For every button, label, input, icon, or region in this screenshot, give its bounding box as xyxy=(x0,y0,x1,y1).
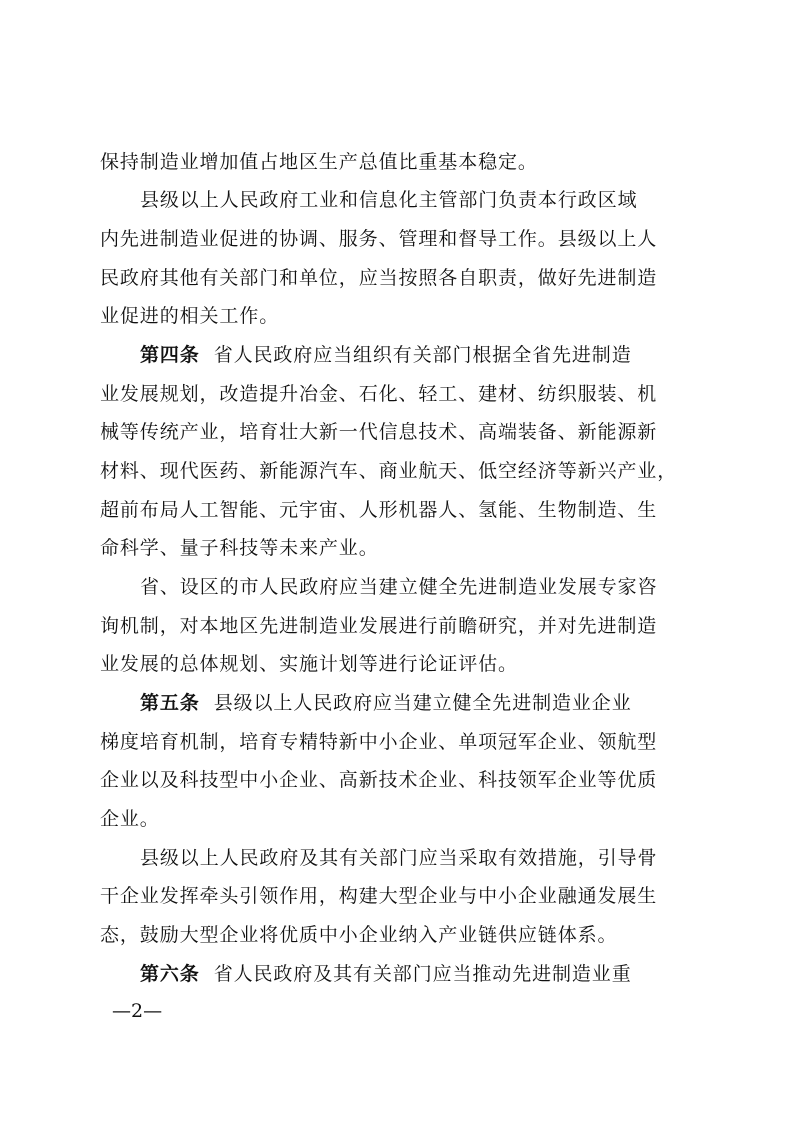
text-line: 业发展的总体规划、实施计划等进行论证评估。 xyxy=(100,653,518,675)
text-line: 命科学、量子科技等未来产业。 xyxy=(100,537,379,559)
text-line: 械等传统产业，培育壮大新一代信息技术、高端装备、新能源新 xyxy=(100,421,658,443)
text-line: 梯度培育机制，培育专精特新中小企业、单项冠军企业、领航型 xyxy=(100,731,658,753)
text-line: 企业以及科技型中小企业、高新技术企业、科技领军企业等优质 xyxy=(100,769,658,791)
text-line: 省人民政府应当组织有关部门根据全省先进制造 xyxy=(213,344,632,366)
text-line: 省、设区的市人民政府应当建立健全先进制造业发展专家咨 xyxy=(140,576,658,598)
article-paragraph-start xyxy=(140,341,690,369)
text-line: 县级以上人民政府及其有关部门应当采取有效措施，引导骨 xyxy=(140,847,658,869)
text-line: 省人民政府及其有关部门应当推动先进制造业重 xyxy=(213,963,632,985)
text-line: 县级以上人民政府应当建立健全先进制造业企业 xyxy=(213,692,632,714)
text-line: 企业。 xyxy=(100,808,160,830)
text-line: 内先进制造业促进的协调、服务、管理和督导工作。县级以上人 xyxy=(100,228,658,250)
text-line: 民政府其他有关部门和单位，应当按照各自职责，做好先进制造 xyxy=(100,267,658,289)
text-line: 态，鼓励大型企业将优质中小企业纳入产业链供应链体系。 xyxy=(100,924,618,946)
text-line: 业发展规划，改造提升冶金、石化、轻工、建材、纺织服装、机 xyxy=(100,383,658,405)
text-line: 干企业发挥牵头引领作用，构建大型企业与中小企业融通发展生 xyxy=(100,885,658,907)
article-paragraph-start xyxy=(140,960,690,988)
text-line: 超前布局人工智能、元宇宙、人形机器人、氢能、生物制造、生 xyxy=(100,499,658,521)
article-heading: 第四条 xyxy=(140,344,200,366)
text-line: 业促进的相关工作。 xyxy=(100,305,280,327)
text-line: 材料、现代医药、新能源汽车、商业航天、低空经济等新兴产业， xyxy=(100,460,678,482)
article-heading: 第五条 xyxy=(140,692,200,714)
text-line: 保持制造业增加值占地区生产总值比重基本稳定。 xyxy=(100,151,538,173)
article-paragraph-start xyxy=(140,689,690,717)
page-number: —2— xyxy=(112,1000,163,1022)
text-line: 询机制，对本地区先进制造业发展进行前瞻研究，并对先进制造 xyxy=(100,615,658,637)
text-line: 县级以上人民政府工业和信息化主管部门负责本行政区域 xyxy=(140,189,638,211)
article-heading: 第六条 xyxy=(140,963,200,985)
